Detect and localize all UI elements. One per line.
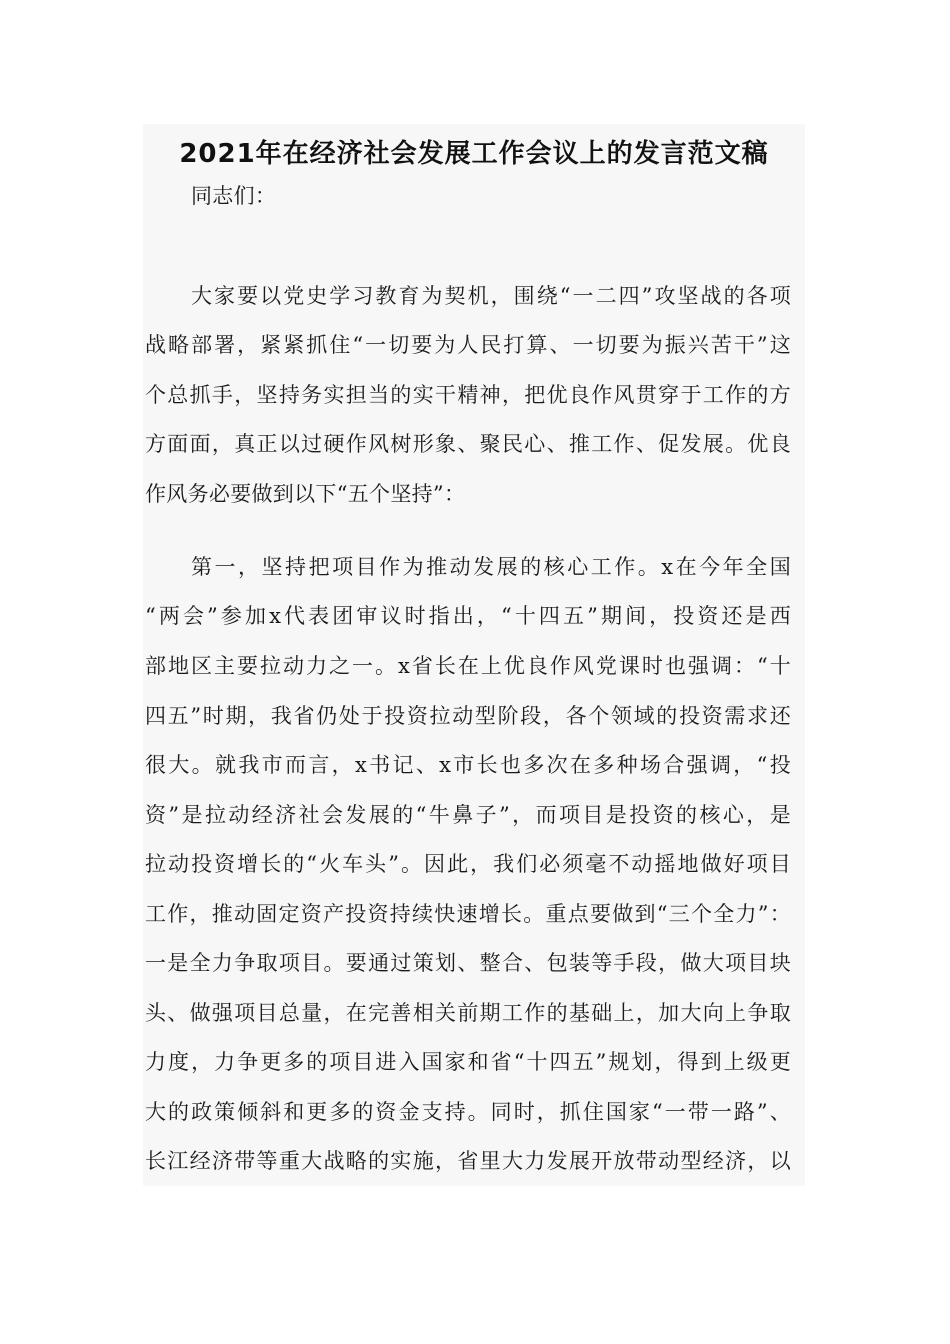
paragraph-line: 大家要以党史学习教育为契机，围绕“一二四”攻坚战的各项: [191, 284, 791, 308]
paragraph-line: 第一，坚持把项目作为推动发展的核心工作。x在今年全国: [191, 555, 791, 579]
paragraph-line: 战略部署，紧紧抓住“一切要为人民打算、一切要为振兴苦干”这: [145, 333, 791, 357]
paragraph-line: 头、做强项目总量，在完善相关前期工作的基础上，加大向上争取: [145, 1001, 791, 1025]
paragraph-line: 长江经济带等重大战略的实施，省里大力发展开放带动型经济，以: [145, 1149, 791, 1173]
paragraph-line: 部地区主要拉动力之一。x省长在上优良作风党课时也强调：“十: [145, 654, 791, 678]
paragraph-line: 资”是拉动经济社会发展的“牛鼻子”，而项目是投资的核心，是: [145, 803, 791, 827]
document-title: 2021年在经济社会发展工作会议上的发言范文稿: [179, 139, 769, 169]
salutation: 同志们：: [191, 184, 277, 208]
paragraph-line: 方面面，真正以过硬作风树形象、聚民心、推工作、促发展。优良: [145, 432, 791, 456]
paragraph-line: 力度，力争更多的项目进入国家和省“十四五”规划，得到上级更: [145, 1050, 791, 1074]
paragraph-line: 很大。就我市而言，x书记、x市长也多次在多种场合强调，“投: [145, 753, 791, 777]
paragraph-line: 一是全力争取项目。要通过策划、整合、包装等手段，做大项目块: [145, 951, 791, 975]
paragraph-line: 四五”时期，我省仍处于投资拉动型阶段，各个领域的投资需求还: [145, 704, 791, 728]
paragraph-line: 拉动投资增长的“火车头”。因此，我们必须毫不动摇地做好项目: [145, 852, 791, 876]
paragraph-line: “两会”参加x代表团审议时指出，“十四五”期间，投资还是西: [145, 604, 791, 628]
paragraph-line: 工作，推动固定资产投资持续快速增长。重点要做到“三个全力”：: [145, 902, 791, 926]
paragraph-line: 大的政策倾斜和更多的资金支持。同时，抓住国家“一带一路”、: [145, 1100, 791, 1124]
paragraph-line: 个总抓手，坚持务实担当的实干精神，把优良作风贯穿于工作的方: [145, 383, 791, 407]
paragraph-line: 作风务必要做到以下“五个坚持”：: [145, 482, 466, 506]
